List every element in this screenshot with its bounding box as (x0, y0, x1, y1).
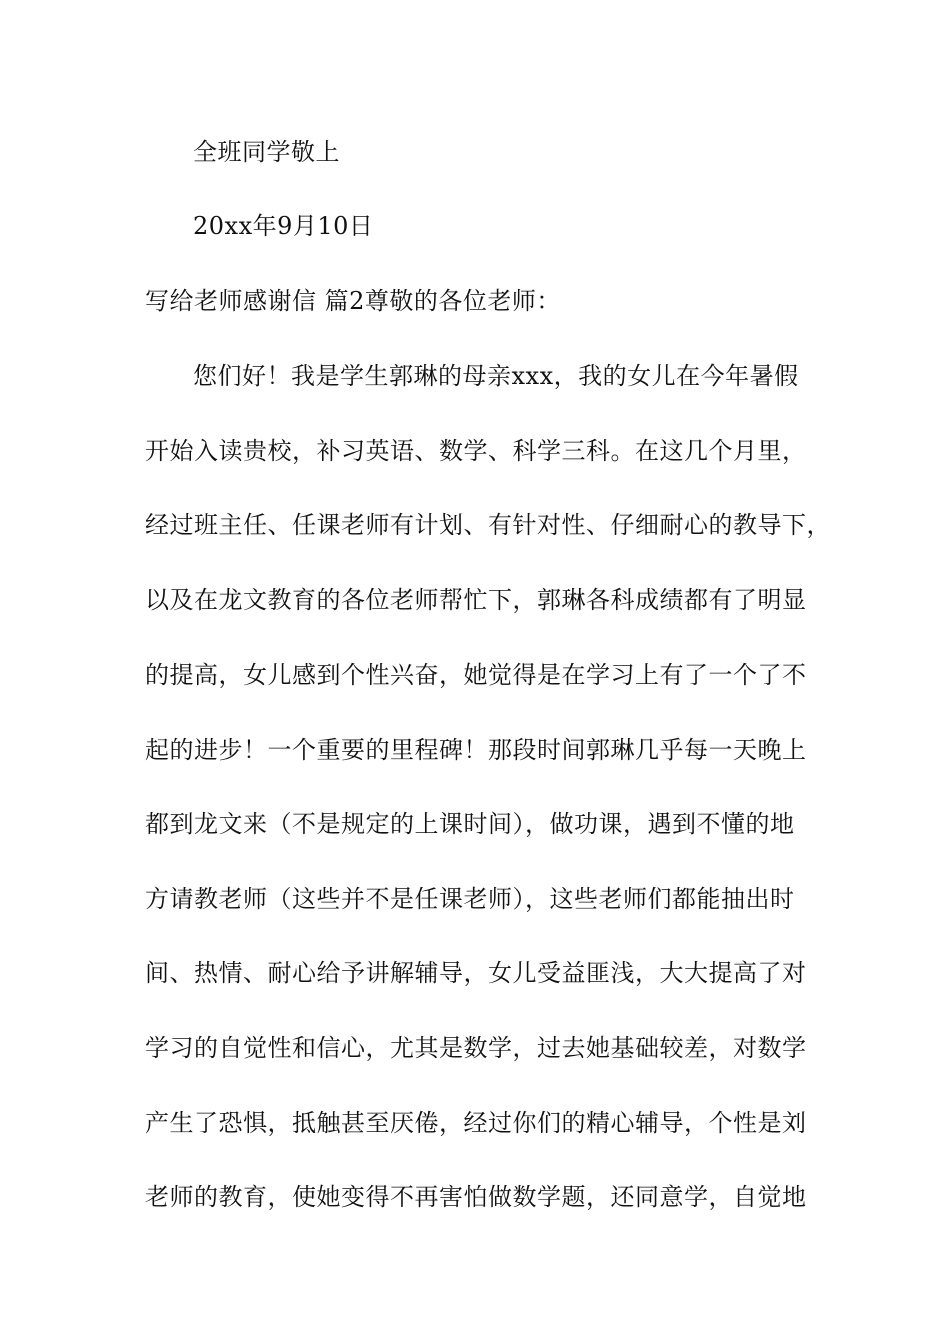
body-line-11: 产生了恐惧，抵触甚至厌倦，经过你们的精心辅导，个性是刘 (145, 1109, 807, 1137)
body-line-5: 的提高，女儿感到个性兴奋，她觉得是在学习上有了一个了不 (145, 661, 807, 689)
body-line-4: 以及在龙文教育的各位老师帮忙下，郭琳各科成绩都有了明显 (145, 586, 807, 614)
closing-date: 20xx年9月10日 (193, 212, 374, 240)
body-line-1: 您们好！我是学生郭琳的母亲xxx，我的女儿在今年暑假 (193, 362, 799, 390)
body-line-12: 老师的教育，使她变得不再害怕做数学题，还同意学，自觉地 (145, 1183, 807, 1211)
body-line-9: 间、热情、耐心给予讲解辅导，女儿受益匪浅，大大提高了对 (145, 959, 807, 987)
body-line-10: 学习的自觉性和信心，尤其是数学，过去她基础较差，对数学 (145, 1034, 807, 1062)
body-line-7: 都到龙文来（不是规定的上课时间），做功课，遇到不懂的地 (145, 810, 795, 838)
body-line-2: 开始入读贵校，补习英语、数学、科学三科。在这几个月里， (145, 437, 807, 465)
body-line-8: 方请教老师（这些并不是任课老师），这些老师们都能抽出时 (145, 885, 795, 913)
closing-signature: 全班同学敬上 (193, 138, 340, 166)
body-line-3: 经过班主任、任课老师有计划、有针对性、仔细耐心的教导下， (145, 511, 831, 539)
letter-heading: 写给老师感谢信 篇2尊敬的各位老师： (145, 287, 561, 315)
body-line-6: 起的进步！一个重要的里程碑！那段时间郭琳几乎每一天晚上 (145, 736, 807, 764)
